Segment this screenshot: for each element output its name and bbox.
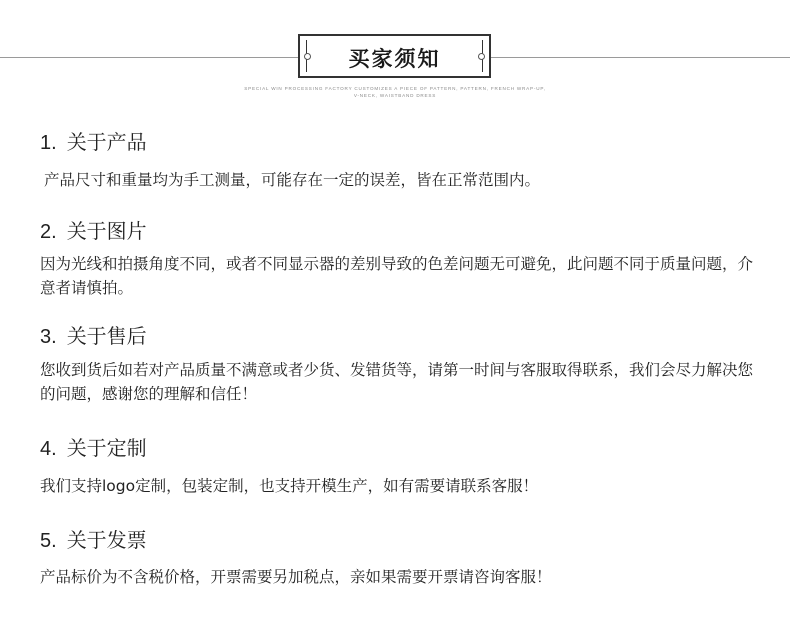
section-heading-after-sales bbox=[40, 320, 147, 349]
section-heading-images bbox=[40, 215, 147, 244]
section-number: 5. bbox=[40, 530, 57, 552]
section-text-customization: 我们支持logo定制，包装定制，也支持开模生产，如有需要请联系客服！ bbox=[40, 477, 539, 495]
section-heading-invoice bbox=[40, 524, 147, 553]
section-title: 关于售后 bbox=[66, 324, 147, 348]
subtitle-line-2: V-NECK, WAISTBAND DRESS bbox=[353, 93, 437, 98]
section-number: 4. bbox=[40, 438, 57, 460]
section-text-invoice: 产品标价为不含税价格，开票需要另加税点，亲如果需要开票请咨询客服！ bbox=[40, 568, 552, 586]
section-text-products: 产品尺寸和重量均为手工测量，可能存在一定的误差，皆在正常范围内。 bbox=[44, 171, 541, 189]
section-text-after-sales: 您收到货后如若对产品质量不满意或者少货、发错货等，请第一时间与客服取得联系，我们会尽力解决您的问题，感谢您的理解和信任！ bbox=[40, 361, 754, 403]
section-heading-customization bbox=[40, 432, 147, 461]
section-title: 关于图片 bbox=[66, 219, 147, 243]
subtitle-line-1: SPECIAL WIN PROCESSING FACTORY CUSTOMIZES A PIECE OF PATTERN, PATTERN, FRENCH WRAP-UP, bbox=[244, 86, 546, 91]
section-number: 3. bbox=[40, 326, 57, 348]
title-banner bbox=[298, 34, 491, 78]
page-title: 买家须知 bbox=[348, 47, 441, 71]
section-title: 关于定制 bbox=[66, 436, 147, 460]
section-text-images: 因为光线和拍摄角度不同，或者不同显示器的差别导致的色差问题无可避免，此问题不同于质量问题，介意者请慎拍。 bbox=[40, 255, 754, 297]
section-number: 1. bbox=[40, 132, 57, 154]
section-number: 2. bbox=[40, 221, 57, 243]
section-title: 关于产品 bbox=[66, 130, 147, 154]
section-heading-products bbox=[40, 126, 147, 155]
section-title: 关于发票 bbox=[66, 528, 147, 552]
